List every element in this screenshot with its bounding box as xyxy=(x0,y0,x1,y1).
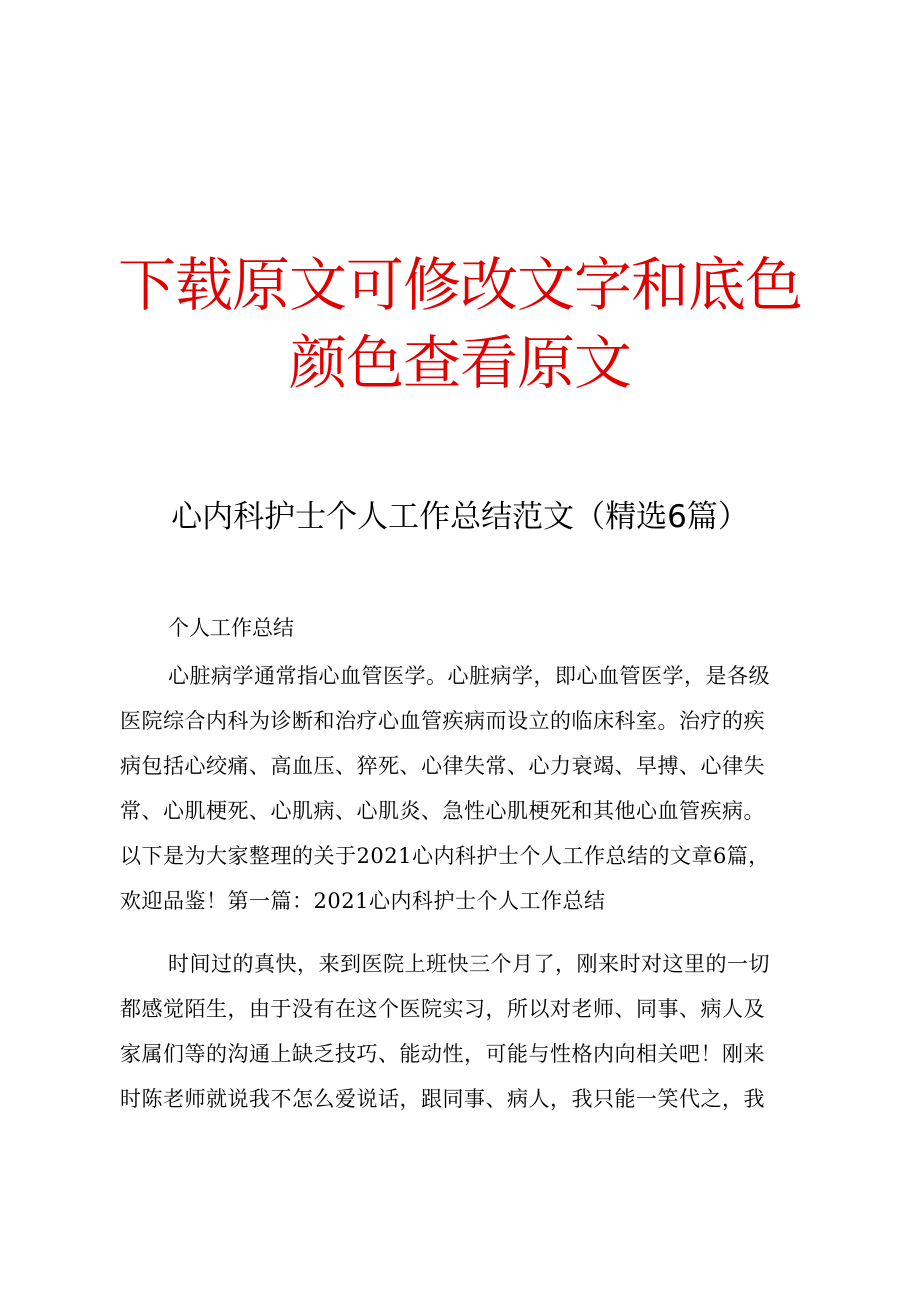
paragraph-1-line: 欢迎品鉴！第一篇：2021心内科护士个人工作总结 xyxy=(120,889,606,913)
paragraph-2-line: 时间过的真快，来到医院上班快三个月了，刚来时对这里的一切 xyxy=(168,952,770,976)
banner-line-1: 下载原文可修改文字和底色 xyxy=(117,251,802,319)
paragraph-2-line: 家属们等的沟通上缺乏技巧、能动性，可能与性格内向相关吧！刚来 xyxy=(120,1042,765,1066)
section-heading: 个人工作总结 xyxy=(168,616,294,640)
banner-line-2: 颜色查看原文 xyxy=(288,329,631,397)
paragraph-1-line: 以下是为大家整理的关于2021心内科护士个人工作总结的文章6篇， xyxy=(120,844,770,868)
paragraph-1-line: 病包括心绞痛、高血压、猝死、心律失常、心力衰竭、早搏、心律失 xyxy=(120,754,765,778)
paragraph-2-line: 时陈老师就说我不怎么爱说话，跟同事、病人，我只能一笑代之，我 xyxy=(120,1087,765,1111)
paragraph-1-line: 心脏病学通常指心血管医学。心脏病学，即心血管医学，是各级 xyxy=(168,664,770,688)
paragraph-1-line: 常、心肌梗死、心肌病、心肌炎、急性心肌梗死和其他心血管疾病。 xyxy=(120,799,765,823)
paragraph-2 xyxy=(120,942,820,1122)
paragraph-1 xyxy=(120,654,820,924)
paragraph-2-line: 都感觉陌生，由于没有在这个医院实习，所以对老师、同事、病人及 xyxy=(120,997,765,1021)
paragraph-1-line: 医院综合内科为诊断和治疗心血管疾病而设立的临床科室。治疗的疾 xyxy=(120,709,765,733)
download-notice-banner xyxy=(0,246,920,402)
document-title: 心内科护士个人工作总结范文（精选6篇） xyxy=(171,499,749,535)
